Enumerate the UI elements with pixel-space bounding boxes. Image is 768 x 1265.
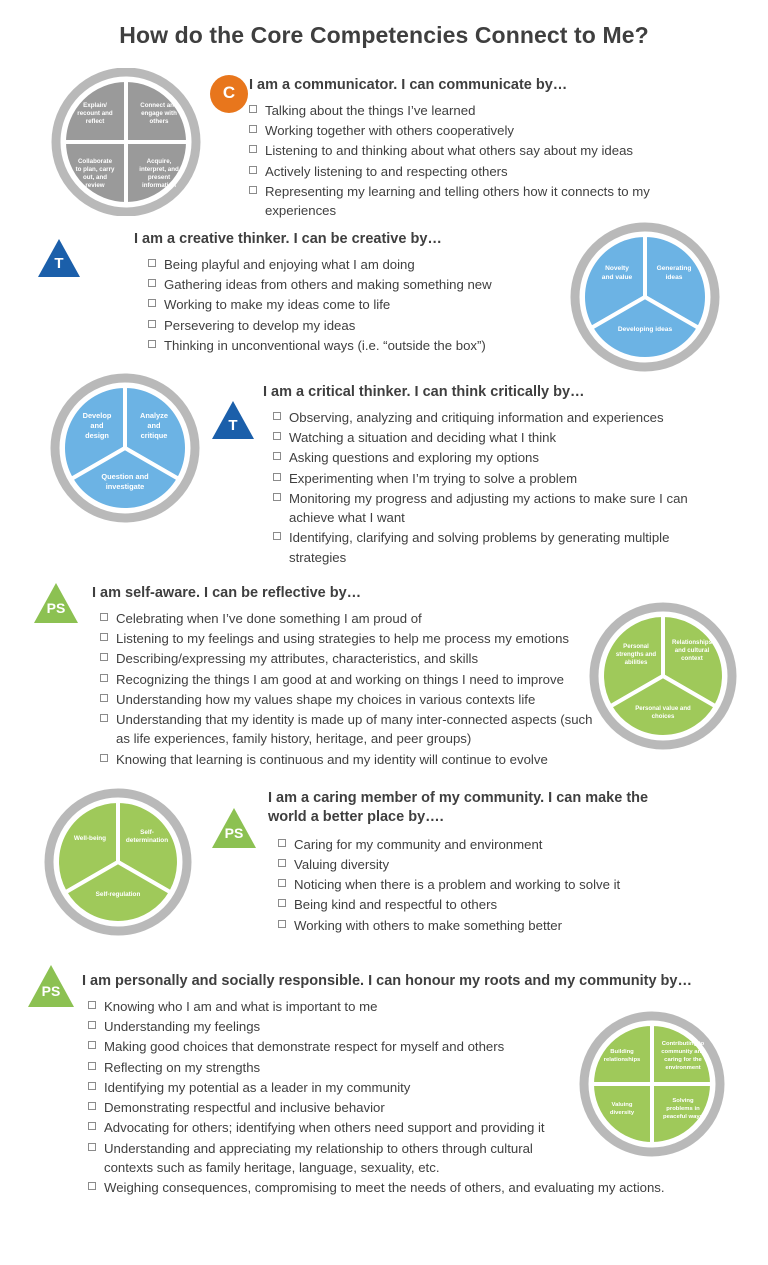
badge-creative-thinker (36, 236, 82, 280)
list-item-label: Being playful and enjoying what I am doing (164, 256, 415, 272)
wheel-seg-label: caring for the (664, 1057, 702, 1063)
wheel-seg-label: Solving (672, 1098, 694, 1104)
checkbox[interactable] (100, 633, 108, 641)
list-item-label: Monitoring my progress and adjusting my actions to make sure I can achieve what I want (289, 490, 688, 526)
checkbox[interactable] (100, 714, 108, 722)
wheel-seg-label: Personal value and (635, 705, 691, 712)
wheel-seg-label: Question and (101, 472, 149, 481)
list-item-label: Knowing that learning is continuous and my identity will continue to evolve (116, 751, 548, 767)
wheel-caring-member (38, 786, 198, 938)
page-title: How do the Core Competencies Connect to Me? (119, 22, 649, 48)
checkbox[interactable] (273, 493, 281, 501)
wheel-seg-label: others (149, 118, 169, 125)
checkbox[interactable] (100, 653, 108, 661)
wheel-seg-label: peaceful ways (663, 1114, 703, 1120)
wheel-seg-label: interpret, and (139, 166, 179, 173)
checklist (263, 408, 708, 567)
wheel-seg-label: Generating (656, 265, 692, 272)
wheel-seg-label: Novelty (605, 265, 629, 272)
checkbox[interactable] (249, 186, 257, 194)
list-item-label: Weighing consequences, compromising to meet the needs of others, and evaluating my actions. (104, 1180, 665, 1196)
list-item-label: Identifying my potential as a leader in my community (104, 1079, 411, 1095)
list-item-label: Celebrating when I’ve done something I am proud of (116, 610, 422, 626)
checkbox[interactable] (249, 105, 257, 113)
checkbox[interactable] (88, 1122, 96, 1130)
list-item-label: Observing, analyzing and critiquing information and experiences (289, 409, 664, 425)
wheel-responsible (571, 1010, 733, 1158)
wheel-seg-label: Relationships (672, 639, 712, 646)
badge-letter: T (54, 255, 64, 272)
list-item-label: Understanding and appreciating my relationship to others through cultural contexts such as family heritage, language, sexuality, etc. (104, 1140, 533, 1175)
wheel-seg-label: critique (140, 431, 168, 440)
wheel-seg-label: Self- (140, 829, 154, 836)
list-item[interactable] (278, 835, 688, 854)
checkbox[interactable] (88, 1062, 96, 1070)
list-item-label: Recognizing the things I am good at and working on things I need to improve (116, 671, 564, 687)
list-item[interactable] (100, 609, 597, 628)
list-item-label: Describing/expressing my attributes, characteristics, and skills (116, 651, 479, 667)
list-item-label: Understanding how my values shape my choices in various contexts life (116, 691, 536, 707)
checkbox[interactable] (148, 340, 156, 348)
list-item-label: Listening to my feelings and using strategies to help me process my emotions (116, 631, 570, 647)
checkbox[interactable] (278, 859, 286, 867)
badge-caring-member (209, 805, 255, 849)
list-item[interactable] (273, 428, 708, 447)
checkbox[interactable] (278, 920, 286, 928)
list-item-label: Thinking in unconventional ways (i.e. “outside the box”) (164, 337, 486, 353)
list-item-label: Talking about the things I’ve learned (265, 102, 476, 118)
wheel-seg-label: ideas (665, 274, 683, 281)
badge-responsible (25, 962, 71, 1006)
list-item-label: Working to make my ideas come to life (164, 297, 391, 313)
checklist (92, 609, 597, 769)
list-item[interactable] (148, 316, 554, 335)
badge-critical-thinker (210, 398, 256, 442)
page-footer (0, 1243, 768, 1265)
list-item-label: Understanding that my identity is made up of many inter-connected aspects (such as life experiences, family history, heritage, and peer groups) (116, 712, 593, 747)
wheel-seg-label: present (147, 174, 171, 181)
badge-communicator (206, 72, 252, 116)
list-item[interactable] (278, 916, 688, 935)
checkbox[interactable] (249, 145, 257, 153)
section-communicator (249, 76, 719, 221)
wheel-seg-label: Analyze (140, 411, 168, 420)
wheel-seg-label: community and (661, 1049, 705, 1055)
wheel-seg-label: information (141, 182, 177, 189)
section-creative-thinker (134, 230, 554, 356)
wheel-seg-label: Personal (623, 643, 649, 650)
list-item-label: Actively listening to and respecting others (265, 163, 508, 179)
checklist (249, 101, 719, 221)
wheel-communicator (47, 68, 205, 216)
list-item-label: Identifying, clarifying and solving problems by generating multiple strategies (289, 530, 670, 565)
list-item[interactable] (148, 336, 554, 355)
list-item[interactable] (278, 875, 688, 894)
checkbox[interactable] (88, 1102, 96, 1110)
list-item[interactable] (273, 469, 708, 488)
wheel-seg-label: out, and (82, 174, 108, 181)
list-item[interactable] (249, 141, 719, 160)
list-item[interactable] (100, 629, 597, 648)
list-item-label: Representing my learning and telling others how it connects to my experiences (265, 183, 650, 219)
checkbox[interactable] (100, 694, 108, 702)
wheel-seg-label: choices (651, 713, 675, 720)
list-item[interactable] (88, 1139, 584, 1178)
section-critical-thinker (263, 383, 708, 568)
list-item[interactable] (100, 670, 597, 689)
wheel-seg-label: Connect and (140, 102, 178, 109)
list-item-label: Noticing when there is a problem and working to solve it (294, 877, 621, 893)
list-item[interactable] (249, 182, 719, 221)
wheel-seg-label: design (85, 431, 109, 440)
list-item[interactable] (148, 295, 554, 314)
checkbox[interactable] (88, 1143, 96, 1151)
list-item[interactable] (100, 649, 597, 668)
wheel-seg-label: Developing ideas (617, 326, 673, 333)
checkbox[interactable] (278, 839, 286, 847)
wheel-seg-label: Develop (82, 411, 112, 420)
wheel-seg-label: Building (610, 1049, 634, 1055)
list-item[interactable] (278, 855, 688, 874)
checkbox[interactable] (148, 259, 156, 267)
list-item-label: Demonstrating respectful and inclusive behavior (104, 1100, 385, 1116)
section-heading: I am a critical thinker. I can think critically by… (263, 384, 585, 400)
list-item-label: Watching a situation and deciding what I think (289, 430, 557, 446)
list-item[interactable] (278, 895, 688, 914)
wheel-seg-label: Collaborate (77, 158, 113, 165)
list-item-label: Reflecting on my strengths (104, 1059, 261, 1075)
checkbox[interactable] (273, 452, 281, 460)
wheel-seg-label: problems in (666, 1106, 700, 1112)
list-item[interactable] (88, 1178, 702, 1197)
badge-letter: PS (46, 600, 66, 616)
checkbox[interactable] (273, 473, 281, 481)
checkbox[interactable] (273, 432, 281, 440)
list-item-label: Gathering ideas from others and making something new (164, 277, 492, 293)
list-item-label: Working with others to make something better (294, 917, 563, 933)
badge-letter: PS (41, 983, 61, 999)
list-item[interactable] (273, 408, 708, 427)
badge-self-aware (31, 580, 77, 624)
list-item-label: Being kind and respectful to others (294, 897, 498, 913)
checkbox[interactable] (100, 613, 108, 621)
wheel-seg-label: strengths and (615, 651, 657, 658)
list-item[interactable] (249, 162, 719, 181)
section-heading: I am a communicator. I can communicate by… (249, 77, 568, 93)
section-heading: I am a caring member of my community. I can make the world a better place by…. (268, 790, 649, 825)
section-caring-member (268, 789, 688, 936)
checkbox[interactable] (278, 879, 286, 887)
section-heading: I am personally and socially responsible. I can honour my roots and my community by… (82, 973, 692, 989)
wheel-creative-thinker (568, 222, 722, 372)
list-item-label: Persevering to develop my ideas (164, 317, 356, 333)
list-item[interactable] (273, 489, 708, 528)
wheel-self-aware (588, 600, 738, 752)
wheel-seg-label: Contributing to (661, 1041, 705, 1047)
wheel-seg-label: reflect (85, 118, 105, 125)
wheel-seg-label: and value (601, 274, 633, 281)
wheel-seg-label: abilities (624, 659, 648, 666)
wheel-seg-label: review (85, 182, 105, 189)
section-heading: I am self-aware. I can be reflective by… (92, 585, 362, 601)
wheel-seg-label: context (681, 655, 703, 662)
checkbox[interactable] (278, 899, 286, 907)
badge-letter: T (228, 417, 238, 434)
list-item-label: Making good choices that demonstrate respect for myself and others (104, 1039, 505, 1055)
wheel-seg-label: determination (125, 837, 169, 844)
checkbox[interactable] (88, 1041, 96, 1049)
list-item-label: Asking questions and exploring my options (289, 450, 539, 466)
checkbox[interactable] (148, 299, 156, 307)
checkbox[interactable] (100, 754, 108, 762)
wheel-seg-label: engage with (141, 110, 177, 117)
list-item[interactable] (249, 121, 719, 140)
list-item[interactable] (148, 275, 554, 294)
section-heading: I am a creative thinker. I can be creative by… (134, 231, 442, 247)
checkbox[interactable] (273, 412, 281, 420)
list-item[interactable] (100, 710, 597, 749)
list-item-label: Knowing who I am and what is important to me (104, 998, 378, 1014)
checkbox[interactable] (273, 532, 281, 540)
list-item[interactable] (249, 101, 719, 120)
wheel-seg-label: Self-regulation (95, 891, 141, 898)
list-item-label: Understanding my feelings (104, 1019, 261, 1035)
checkbox[interactable] (88, 1001, 96, 1009)
badge-letter: PS (224, 825, 244, 841)
list-item-label: Working together with others cooperatively (265, 123, 514, 139)
wheel-seg-label: Valuing (611, 1102, 633, 1108)
checkbox[interactable] (100, 674, 108, 682)
list-item[interactable] (273, 528, 708, 567)
list-item-label: Listening to and thinking about what others say about my ideas (265, 143, 634, 159)
checklist (268, 835, 688, 935)
list-item-label: Experimenting when I’m trying to solve a problem (289, 470, 578, 486)
list-item-label: Caring for my community and environment (294, 836, 543, 852)
wheel-seg-label: and (90, 421, 104, 430)
wheel-seg-label: investigate (105, 482, 145, 491)
list-item-label: Advocating for others; identifying when others need support and providing it (104, 1120, 545, 1136)
checkbox[interactable] (148, 279, 156, 287)
wheel-seg-label: Explain/ (83, 102, 107, 109)
wheel-seg-label: environment (665, 1065, 701, 1071)
checkbox[interactable] (148, 320, 156, 328)
checkbox[interactable] (88, 1182, 96, 1190)
checkbox[interactable] (249, 125, 257, 133)
checkbox[interactable] (88, 1082, 96, 1090)
list-item[interactable] (100, 750, 597, 769)
list-item[interactable] (100, 690, 597, 709)
wheel-critical-thinker (48, 373, 202, 523)
checkbox[interactable] (88, 1021, 96, 1029)
badge-letter: C (222, 83, 236, 102)
wheel-seg-label: Acquire, (146, 158, 172, 165)
list-item[interactable] (148, 255, 554, 274)
wheel-seg-label: and (147, 421, 161, 430)
section-self-aware (92, 584, 597, 770)
wheel-seg-label: Well-being (73, 835, 107, 842)
wheel-seg-label: recount and (77, 110, 113, 117)
wheel-seg-label: diversity (609, 1110, 635, 1116)
list-item-label: Valuing diversity (294, 856, 390, 872)
checkbox[interactable] (249, 166, 257, 174)
wheel-seg-label: to plan, carry (75, 166, 115, 173)
list-item[interactable] (273, 448, 708, 467)
checklist (134, 255, 554, 355)
wheel-seg-label: and cultural (674, 647, 710, 654)
wheel-seg-label: relationships (603, 1057, 641, 1063)
